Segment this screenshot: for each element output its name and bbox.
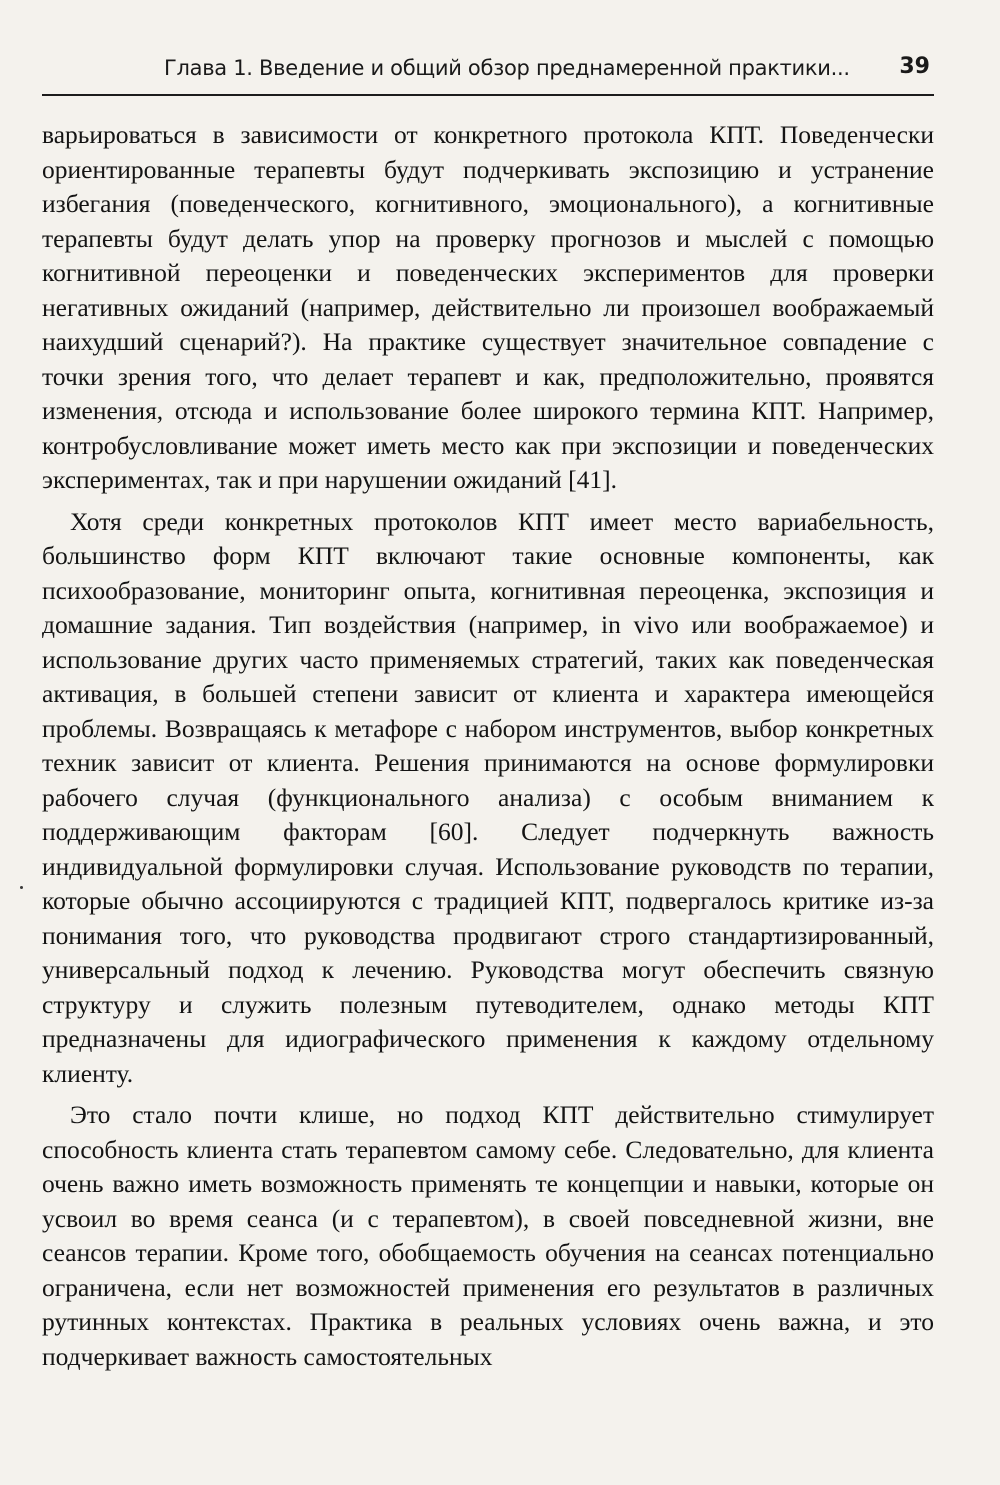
paragraph-1: варьироваться в зависимости от конкретного протокола КПТ. Поведенчески ориентированные терапевты будут подчеркивать экспозицию и устранение избегания (поведенческого, когнитивного, эмоционального), а когнитивные терапевты будут делать упор на проверку прогнозов и мыслей с помощью когнитивной переоценки и поведенческих экспериментов для проверки негативных ожиданий (например, действительно ли произошел воображаемый наихудший сценарий?). На практике существует значительное совпадение с точки зрения того, что делает терапевт и как, предположительно, проявятся изменения, отсюда и использование более широкого термина КПТ. Например, контробусловливание может иметь место как при экспозиции и поведенческих экспериментах, так и при нарушении ожиданий [41].: [42, 120, 934, 494]
running-header: [42, 56, 934, 96]
scan-speck: [20, 886, 23, 889]
paragraph-2: Хотя среди конкретных протоколов КПТ имеет место вариабельность, большинство форм КПТ включают такие основные компоненты, как психообразование, мониторинг опыта, когнитивная переоценка, экспозиция и домашние задания. Тип воздействия (например, in vivo или воображаемое) и использование других часто применяемых стратегий, таких как поведенческая активация, в большей степени зависит от клиента и характера имеющейся проблемы. Возвращаясь к метафоре с набором инструментов, выбор конкретных техник зависит от клиента. Решения принимаются на основе формулировки рабочего случая (функционального анализа) с особым вниманием к поддерживающим факторам [60]. Следует подчеркнуть важность индивидуальной формулировки случая. Использование руководств по терапии, которые обычно ассоциируются с традицией КПТ, подвергалось критике из-за понимания того, что руководства продвигают строго стандартизированный, универсальный подход к лечению. Руководства могут обеспечить связную структуру и служить полезным путеводителем, однако методы КПТ предназначены для идиографического применения к каждому отдельному клиенту.: [42, 506, 934, 1088]
body-text: [42, 118, 934, 1381]
chapter-title: Глава 1. Введение и общий обзор преднамеренной практики...: [164, 56, 850, 80]
paragraph-3: Это стало почти клише, но подход КПТ действительно стимулирует способность клиента стать терапевтом самому себе. Следовательно, для клиента очень важно иметь возможность применять те концепции и навыки, которые он усвоил во время сеанса (и с терапевтом), в своей повседневной жизни, вне сеансов терапии. Кроме того, обобщаемость обучения на сеансах потенциально ограничена, если нет возможностей применения его результатов в различных рутинных контекстах. Практика в реальных условиях очень важна, и это подчеркивает важность самостоятельных: [42, 1100, 934, 1371]
page-number: 39: [899, 54, 930, 79]
